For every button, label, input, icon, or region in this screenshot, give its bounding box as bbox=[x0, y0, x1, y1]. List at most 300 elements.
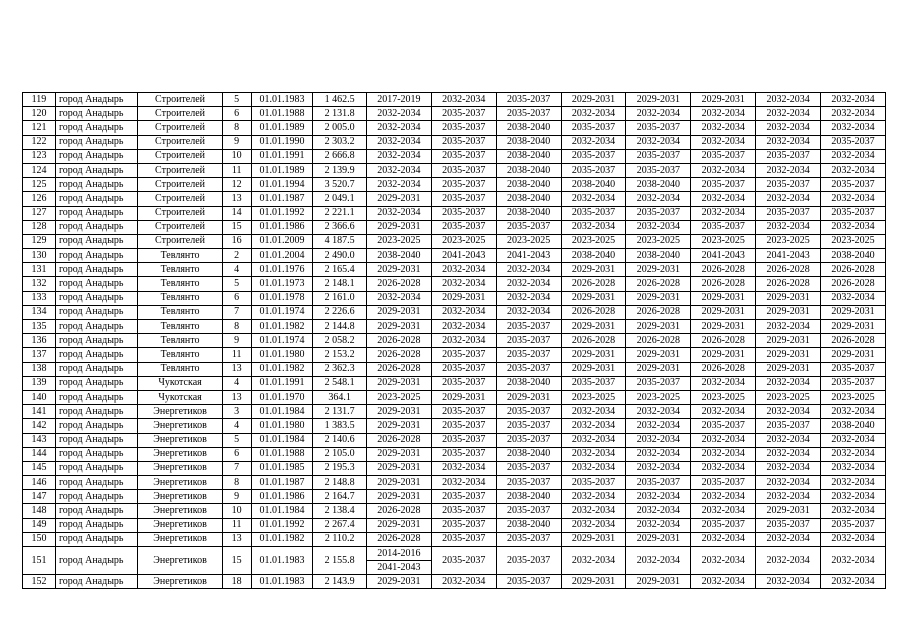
period-1-cell: 2029-2031 bbox=[366, 461, 431, 475]
period-1-cell: 2029-2031 bbox=[366, 476, 431, 490]
period-4-cell: 2038-2040 bbox=[561, 249, 626, 263]
locality-cell: город Анадырь bbox=[55, 547, 137, 575]
house-number-cell: 10 bbox=[222, 504, 251, 518]
period-8-cell: 2029-2031 bbox=[821, 348, 886, 362]
table-row bbox=[23, 376, 886, 390]
period-2-cell: 2035-2037 bbox=[431, 504, 496, 518]
period-7-cell: 2032-2034 bbox=[756, 532, 821, 546]
period-6-cell: 2032-2034 bbox=[691, 433, 756, 447]
period-1-cell: 2032-2034 bbox=[366, 121, 431, 135]
locality-cell: город Анадырь bbox=[55, 163, 137, 177]
period-8-cell: 2038-2040 bbox=[821, 419, 886, 433]
row-number-cell: 141 bbox=[23, 405, 56, 419]
period-1-cell: 2029-2031 bbox=[366, 447, 431, 461]
period-3-cell: 2035-2037 bbox=[496, 320, 561, 334]
commissioning-date-cell: 01.01.1982 bbox=[251, 320, 313, 334]
period-7-cell: 2041-2043 bbox=[756, 249, 821, 263]
period-6-cell: 2032-2034 bbox=[691, 107, 756, 121]
house-number-cell: 3 bbox=[222, 405, 251, 419]
period-4-cell: 2032-2034 bbox=[561, 504, 626, 518]
period-1-cell: 2032-2034 bbox=[366, 107, 431, 121]
period-4-cell: 2035-2037 bbox=[561, 376, 626, 390]
period-3-cell: 2038-2040 bbox=[496, 447, 561, 461]
locality-cell: город Анадырь bbox=[55, 135, 137, 149]
area-cell: 2 005.0 bbox=[313, 121, 367, 135]
period-8-cell: 2032-2034 bbox=[821, 433, 886, 447]
period-6-cell: 2029-2031 bbox=[691, 320, 756, 334]
commissioning-date-cell: 01.01.1991 bbox=[251, 149, 313, 163]
period-7-cell: 2029-2031 bbox=[756, 348, 821, 362]
period-6-cell: 2035-2037 bbox=[691, 220, 756, 234]
period-1-cell: 2017-2019 bbox=[366, 93, 431, 107]
row-number-cell: 129 bbox=[23, 234, 56, 248]
row-number-cell: 143 bbox=[23, 433, 56, 447]
locality-cell: город Анадырь bbox=[55, 107, 137, 121]
table-row bbox=[23, 504, 886, 518]
period-3-cell: 2035-2037 bbox=[496, 476, 561, 490]
split-period-value: 2014-2016 bbox=[367, 547, 431, 561]
area-cell: 2 164.7 bbox=[313, 490, 367, 504]
period-4-cell: 2032-2034 bbox=[561, 135, 626, 149]
commissioning-date-cell: 01.01.1984 bbox=[251, 433, 313, 447]
period-4-cell: 2032-2034 bbox=[561, 220, 626, 234]
period-6-cell: 2041-2043 bbox=[691, 249, 756, 263]
area-cell: 2 105.0 bbox=[313, 447, 367, 461]
period-3-cell: 2038-2040 bbox=[496, 518, 561, 532]
table-row bbox=[23, 405, 886, 419]
street-cell: Строителей bbox=[138, 163, 222, 177]
street-cell: Тевлянто bbox=[138, 305, 222, 319]
period-5-cell: 2032-2034 bbox=[626, 518, 691, 532]
period-2-cell: 2029-2031 bbox=[431, 291, 496, 305]
period-5-cell: 2029-2031 bbox=[626, 291, 691, 305]
row-number-cell: 128 bbox=[23, 220, 56, 234]
table-row bbox=[23, 163, 886, 177]
period-7-cell: 2032-2034 bbox=[756, 107, 821, 121]
period-6-cell: 2032-2034 bbox=[691, 504, 756, 518]
period-5-cell: 2029-2031 bbox=[626, 362, 691, 376]
locality-cell: город Анадырь bbox=[55, 149, 137, 163]
table-row bbox=[23, 305, 886, 319]
period-8-cell: 2032-2034 bbox=[821, 575, 886, 589]
area-cell: 2 155.8 bbox=[313, 547, 367, 575]
area-cell: 2 221.1 bbox=[313, 206, 367, 220]
period-2-cell: 2032-2034 bbox=[431, 575, 496, 589]
street-cell: Строителей bbox=[138, 178, 222, 192]
period-7-cell: 2032-2034 bbox=[756, 490, 821, 504]
period-1-cell: 2026-2028 bbox=[366, 334, 431, 348]
period-8-cell: 2029-2031 bbox=[821, 320, 886, 334]
table-row bbox=[23, 291, 886, 305]
locality-cell: город Анадырь bbox=[55, 518, 137, 532]
period-7-cell: 2029-2031 bbox=[756, 334, 821, 348]
period-3-cell: 2035-2037 bbox=[496, 532, 561, 546]
street-cell: Энергетиков bbox=[138, 575, 222, 589]
table-row bbox=[23, 334, 886, 348]
house-number-cell: 4 bbox=[222, 263, 251, 277]
locality-cell: город Анадырь bbox=[55, 575, 137, 589]
period-5-cell: 2029-2031 bbox=[626, 93, 691, 107]
house-number-cell: 8 bbox=[222, 320, 251, 334]
period-4-cell: 2038-2040 bbox=[561, 178, 626, 192]
row-number-cell: 130 bbox=[23, 249, 56, 263]
period-7-cell: 2032-2034 bbox=[756, 476, 821, 490]
period-7-cell: 2032-2034 bbox=[756, 135, 821, 149]
period-3-cell: 2035-2037 bbox=[496, 575, 561, 589]
period-5-cell: 2035-2037 bbox=[626, 121, 691, 135]
period-1-cell: 2029-2031 bbox=[366, 405, 431, 419]
street-cell: Тевлянто bbox=[138, 249, 222, 263]
period-6-cell: 2029-2031 bbox=[691, 291, 756, 305]
street-cell: Строителей bbox=[138, 234, 222, 248]
commissioning-date-cell: 01.01.1983 bbox=[251, 547, 313, 575]
locality-cell: город Анадырь bbox=[55, 476, 137, 490]
period-4-cell: 2026-2028 bbox=[561, 277, 626, 291]
period-6-cell: 2029-2031 bbox=[691, 93, 756, 107]
period-5-cell: 2032-2034 bbox=[626, 192, 691, 206]
period-4-cell: 2029-2031 bbox=[561, 320, 626, 334]
locality-cell: город Анадырь bbox=[55, 405, 137, 419]
period-6-cell: 2032-2034 bbox=[691, 532, 756, 546]
house-number-cell: 18 bbox=[222, 575, 251, 589]
street-cell: Строителей bbox=[138, 149, 222, 163]
period-5-cell: 2032-2034 bbox=[626, 419, 691, 433]
house-number-cell: 10 bbox=[222, 149, 251, 163]
table-row bbox=[23, 178, 886, 192]
commissioning-date-cell: 01.01.1983 bbox=[251, 575, 313, 589]
period-7-cell: 2035-2037 bbox=[756, 419, 821, 433]
table-row bbox=[23, 234, 886, 248]
row-number-cell: 139 bbox=[23, 376, 56, 390]
period-2-cell: 2032-2034 bbox=[431, 476, 496, 490]
period-4-cell: 2032-2034 bbox=[561, 433, 626, 447]
row-number-cell: 150 bbox=[23, 532, 56, 546]
area-cell: 2 144.8 bbox=[313, 320, 367, 334]
period-4-cell: 2032-2034 bbox=[561, 461, 626, 475]
row-number-cell: 127 bbox=[23, 206, 56, 220]
house-number-cell: 15 bbox=[222, 547, 251, 575]
area-cell: 2 362.3 bbox=[313, 362, 367, 376]
house-number-cell: 9 bbox=[222, 490, 251, 504]
period-4-cell: 2035-2037 bbox=[561, 149, 626, 163]
street-cell: Тевлянто bbox=[138, 263, 222, 277]
period-6-cell: 2032-2034 bbox=[691, 547, 756, 575]
period-3-cell: 2035-2037 bbox=[496, 348, 561, 362]
street-cell: Энергетиков bbox=[138, 532, 222, 546]
period-4-cell: 2029-2031 bbox=[561, 291, 626, 305]
street-cell: Тевлянто bbox=[138, 291, 222, 305]
period-1-cell: 2029-2031 bbox=[366, 305, 431, 319]
row-number-cell: 120 bbox=[23, 107, 56, 121]
period-7-cell: 2035-2037 bbox=[756, 149, 821, 163]
table-row bbox=[23, 149, 886, 163]
house-number-cell: 4 bbox=[222, 419, 251, 433]
house-number-cell: 5 bbox=[222, 277, 251, 291]
period-1-cell: 2029-2031 bbox=[366, 220, 431, 234]
street-cell: Тевлянто bbox=[138, 334, 222, 348]
commissioning-date-cell: 01.01.1984 bbox=[251, 504, 313, 518]
period-3-cell: 2032-2034 bbox=[496, 305, 561, 319]
row-number-cell: 152 bbox=[23, 575, 56, 589]
period-7-cell: 2032-2034 bbox=[756, 320, 821, 334]
period-6-cell: 2035-2037 bbox=[691, 518, 756, 532]
commissioning-date-cell: 01.01.1970 bbox=[251, 390, 313, 404]
period-1-cell: 2032-2034 bbox=[366, 291, 431, 305]
period-1-cell: 2029-2031 bbox=[366, 263, 431, 277]
period-7-cell: 2029-2031 bbox=[756, 305, 821, 319]
period-4-cell: 2032-2034 bbox=[561, 419, 626, 433]
period-2-cell: 2032-2034 bbox=[431, 461, 496, 475]
period-5-cell: 2026-2028 bbox=[626, 334, 691, 348]
period-3-cell: 2023-2025 bbox=[496, 234, 561, 248]
commissioning-date-cell: 01.01.1986 bbox=[251, 490, 313, 504]
period-5-cell: 2032-2034 bbox=[626, 220, 691, 234]
period-3-cell: 2032-2034 bbox=[496, 263, 561, 277]
period-5-cell: 2032-2034 bbox=[626, 461, 691, 475]
period-3-cell: 2035-2037 bbox=[496, 93, 561, 107]
house-number-cell: 9 bbox=[222, 334, 251, 348]
commissioning-date-cell: 01.01.1984 bbox=[251, 405, 313, 419]
row-number-cell: 119 bbox=[23, 93, 56, 107]
period-4-cell: 2029-2031 bbox=[561, 362, 626, 376]
period-2-cell: 2035-2037 bbox=[431, 348, 496, 362]
period-2-cell: 2023-2025 bbox=[431, 234, 496, 248]
row-number-cell: 123 bbox=[23, 149, 56, 163]
area-cell: 3 520.7 bbox=[313, 178, 367, 192]
street-cell: Тевлянто bbox=[138, 362, 222, 376]
period-8-cell: 2032-2034 bbox=[821, 490, 886, 504]
period-6-cell: 2032-2034 bbox=[691, 121, 756, 135]
street-cell: Строителей bbox=[138, 107, 222, 121]
table-row bbox=[23, 461, 886, 475]
locality-cell: город Анадырь bbox=[55, 291, 137, 305]
locality-cell: город Анадырь bbox=[55, 490, 137, 504]
area-cell: 2 138.4 bbox=[313, 504, 367, 518]
period-4-cell: 2029-2031 bbox=[561, 93, 626, 107]
commissioning-date-cell: 01.01.1990 bbox=[251, 135, 313, 149]
period-6-cell: 2029-2031 bbox=[691, 348, 756, 362]
period-4-cell: 2029-2031 bbox=[561, 263, 626, 277]
area-cell: 2 165.4 bbox=[313, 263, 367, 277]
commissioning-date-cell: 01.01.1982 bbox=[251, 532, 313, 546]
period-6-cell: 2035-2037 bbox=[691, 419, 756, 433]
period-3-cell: 2038-2040 bbox=[496, 121, 561, 135]
period-1-cell: 2026-2028 bbox=[366, 362, 431, 376]
row-number-cell: 149 bbox=[23, 518, 56, 532]
period-8-cell: 2032-2034 bbox=[821, 107, 886, 121]
table-row bbox=[23, 121, 886, 135]
period-3-cell: 2038-2040 bbox=[496, 135, 561, 149]
period-6-cell: 2026-2028 bbox=[691, 362, 756, 376]
period-1-cell: 2029-2031 bbox=[366, 575, 431, 589]
area-cell: 2 548.1 bbox=[313, 376, 367, 390]
period-4-cell: 2026-2028 bbox=[561, 305, 626, 319]
period-2-cell: 2035-2037 bbox=[431, 206, 496, 220]
period-5-cell: 2023-2025 bbox=[626, 234, 691, 248]
house-number-cell: 7 bbox=[222, 461, 251, 475]
period-5-cell: 2035-2037 bbox=[626, 476, 691, 490]
area-cell: 2 153.2 bbox=[313, 348, 367, 362]
period-1-cell: 2029-2031 bbox=[366, 192, 431, 206]
period-3-cell: 2035-2037 bbox=[496, 405, 561, 419]
period-7-cell: 2026-2028 bbox=[756, 263, 821, 277]
period-5-cell: 2032-2034 bbox=[626, 107, 691, 121]
row-number-cell: 147 bbox=[23, 490, 56, 504]
row-number-cell: 145 bbox=[23, 461, 56, 475]
period-4-cell: 2032-2034 bbox=[561, 192, 626, 206]
period-7-cell: 2023-2025 bbox=[756, 234, 821, 248]
period-2-cell: 2035-2037 bbox=[431, 149, 496, 163]
house-number-cell: 13 bbox=[222, 192, 251, 206]
period-2-cell: 2035-2037 bbox=[431, 405, 496, 419]
period-7-cell: 2032-2034 bbox=[756, 575, 821, 589]
row-number-cell: 140 bbox=[23, 390, 56, 404]
house-number-cell: 6 bbox=[222, 107, 251, 121]
area-cell: 2 058.2 bbox=[313, 334, 367, 348]
area-cell: 2 366.6 bbox=[313, 220, 367, 234]
commissioning-date-cell: 01.01.1974 bbox=[251, 334, 313, 348]
period-3-cell: 2038-2040 bbox=[496, 163, 561, 177]
period-5-cell: 2032-2034 bbox=[626, 135, 691, 149]
period-7-cell: 2029-2031 bbox=[756, 504, 821, 518]
street-cell: Энергетиков bbox=[138, 419, 222, 433]
period-3-cell: 2035-2037 bbox=[496, 547, 561, 575]
period-7-cell: 2023-2025 bbox=[756, 390, 821, 404]
commissioning-date-cell: 01.01.1994 bbox=[251, 178, 313, 192]
area-cell: 1 383.5 bbox=[313, 419, 367, 433]
locality-cell: город Анадырь bbox=[55, 419, 137, 433]
period-8-cell: 2032-2034 bbox=[821, 461, 886, 475]
period-1-cell: 2026-2028 bbox=[366, 348, 431, 362]
row-number-cell: 151 bbox=[23, 547, 56, 575]
row-number-cell: 148 bbox=[23, 504, 56, 518]
house-number-cell: 15 bbox=[222, 220, 251, 234]
period-6-cell: 2032-2034 bbox=[691, 490, 756, 504]
street-cell: Строителей bbox=[138, 220, 222, 234]
locality-cell: город Анадырь bbox=[55, 206, 137, 220]
split-period-value: 2041-2043 bbox=[377, 562, 421, 573]
period-7-cell: 2032-2034 bbox=[756, 163, 821, 177]
period-7-cell: 2029-2031 bbox=[756, 362, 821, 376]
period-2-cell: 2035-2037 bbox=[431, 220, 496, 234]
period-6-cell: 2032-2034 bbox=[691, 376, 756, 390]
period-4-cell: 2023-2025 bbox=[561, 234, 626, 248]
period-1-cell: 2026-2028 bbox=[366, 504, 431, 518]
period-3-cell: 2041-2043 bbox=[496, 249, 561, 263]
house-number-cell: 5 bbox=[222, 433, 251, 447]
period-3-cell: 2038-2040 bbox=[496, 149, 561, 163]
commissioning-date-cell: 01.01.1989 bbox=[251, 163, 313, 177]
street-cell: Энергетиков bbox=[138, 405, 222, 419]
period-2-cell: 2041-2043 bbox=[431, 249, 496, 263]
row-number-cell: 134 bbox=[23, 305, 56, 319]
table-row bbox=[23, 476, 886, 490]
house-number-cell: 9 bbox=[222, 135, 251, 149]
period-8-cell: 2032-2034 bbox=[821, 405, 886, 419]
house-number-cell: 2 bbox=[222, 249, 251, 263]
period-7-cell: 2032-2034 bbox=[756, 192, 821, 206]
table-row bbox=[23, 348, 886, 362]
period-4-cell: 2032-2034 bbox=[561, 547, 626, 575]
period-8-cell: 2026-2028 bbox=[821, 263, 886, 277]
commissioning-date-cell: 01.01.1976 bbox=[251, 263, 313, 277]
period-8-cell: 2023-2025 bbox=[821, 390, 886, 404]
locality-cell: город Анадырь bbox=[55, 376, 137, 390]
period-3-cell: 2035-2037 bbox=[496, 220, 561, 234]
house-number-cell: 8 bbox=[222, 476, 251, 490]
table-row bbox=[23, 277, 886, 291]
period-6-cell: 2029-2031 bbox=[691, 305, 756, 319]
period-2-cell: 2035-2037 bbox=[431, 419, 496, 433]
period-5-cell: 2035-2037 bbox=[626, 206, 691, 220]
street-cell: Чукотская bbox=[138, 390, 222, 404]
area-cell: 2 143.9 bbox=[313, 575, 367, 589]
period-5-cell: 2035-2037 bbox=[626, 376, 691, 390]
period-2-cell: 2032-2034 bbox=[431, 305, 496, 319]
period-2-cell: 2032-2034 bbox=[431, 263, 496, 277]
house-number-cell: 11 bbox=[222, 163, 251, 177]
period-3-cell: 2038-2040 bbox=[496, 376, 561, 390]
house-number-cell: 7 bbox=[222, 305, 251, 319]
period-2-cell: 2035-2037 bbox=[431, 447, 496, 461]
row-number-cell: 136 bbox=[23, 334, 56, 348]
period-2-cell: 2032-2034 bbox=[431, 334, 496, 348]
area-cell: 2 148.8 bbox=[313, 476, 367, 490]
row-number-cell: 137 bbox=[23, 348, 56, 362]
period-1-cell: 2026-2028 bbox=[366, 532, 431, 546]
period-6-cell: 2035-2037 bbox=[691, 149, 756, 163]
street-cell: Энергетиков bbox=[138, 461, 222, 475]
commissioning-date-cell: 01.01.1980 bbox=[251, 419, 313, 433]
house-number-cell: 16 bbox=[222, 234, 251, 248]
row-number-cell: 138 bbox=[23, 362, 56, 376]
street-cell: Энергетиков bbox=[138, 547, 222, 575]
street-cell: Строителей bbox=[138, 206, 222, 220]
locality-cell: город Анадырь bbox=[55, 305, 137, 319]
locality-cell: город Анадырь bbox=[55, 263, 137, 277]
period-6-cell: 2023-2025 bbox=[691, 390, 756, 404]
locality-cell: город Анадырь bbox=[55, 277, 137, 291]
period-5-cell: 2038-2040 bbox=[626, 178, 691, 192]
commissioning-date-cell: 01.01.1980 bbox=[251, 348, 313, 362]
period-6-cell: 2032-2034 bbox=[691, 135, 756, 149]
street-cell: Энергетиков bbox=[138, 518, 222, 532]
row-number-cell: 121 bbox=[23, 121, 56, 135]
period-3-cell: 2038-2040 bbox=[496, 206, 561, 220]
period-2-cell: 2032-2034 bbox=[431, 320, 496, 334]
table-row bbox=[23, 249, 886, 263]
period-6-cell: 2032-2034 bbox=[691, 447, 756, 461]
area-cell: 2 131.8 bbox=[313, 107, 367, 121]
period-5-cell: 2035-2037 bbox=[626, 149, 691, 163]
locality-cell: город Анадырь bbox=[55, 320, 137, 334]
row-number-cell: 144 bbox=[23, 447, 56, 461]
row-number-cell: 125 bbox=[23, 178, 56, 192]
row-number-cell: 131 bbox=[23, 263, 56, 277]
period-1-cell: 2029-2031 bbox=[366, 419, 431, 433]
street-cell: Энергетиков bbox=[138, 447, 222, 461]
area-cell: 2 195.3 bbox=[313, 461, 367, 475]
period-7-cell: 2035-2037 bbox=[756, 178, 821, 192]
table-row bbox=[23, 532, 886, 546]
period-5-cell: 2038-2040 bbox=[626, 249, 691, 263]
table-row bbox=[23, 263, 886, 277]
locality-cell: город Анадырь bbox=[55, 504, 137, 518]
period-8-cell: 2032-2034 bbox=[821, 547, 886, 575]
period-2-cell: 2032-2034 bbox=[431, 93, 496, 107]
street-cell: Тевлянто bbox=[138, 348, 222, 362]
period-2-cell: 2035-2037 bbox=[431, 135, 496, 149]
